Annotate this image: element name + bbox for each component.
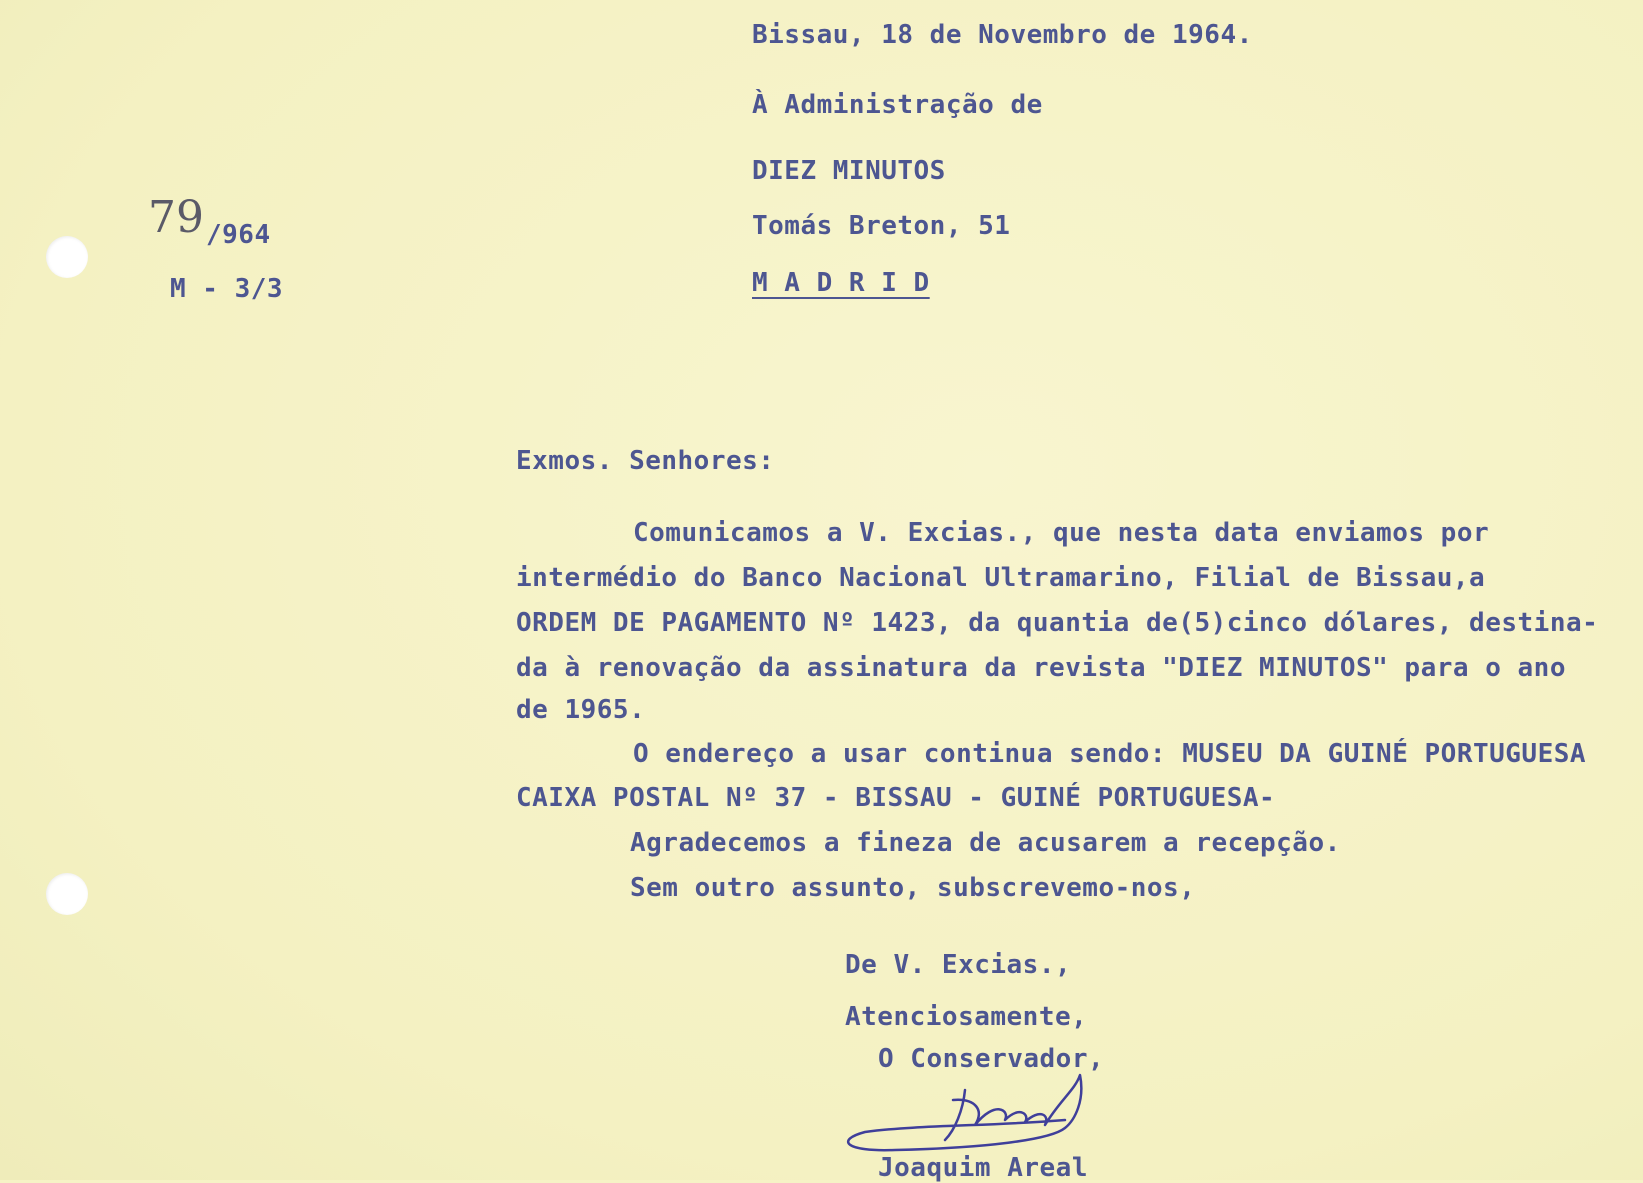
punch-hole-bottom [46,873,88,915]
body-line-4: da à renovação da assinatura da revista "DIEZ MINUTOS" para o ano [516,653,1566,683]
closing-line-3: O Conservador, [878,1044,1105,1074]
salutation: Exmos. Senhores: [516,446,775,476]
recipient-line-1: À Administração de [752,90,1043,120]
punch-hole-top [46,236,88,278]
body-line-6: O endereço a usar continua sendo: MUSEU DA GUINÉ PORTUGUESA [633,739,1587,769]
signer-name: Joaquim Areal [878,1153,1088,1183]
reference-code: M - 3/3 [170,274,284,304]
handwritten-signature [835,1070,1135,1160]
recipient-city: M A D R I D [752,268,930,298]
body-line-3: ORDEM DE PAGAMENTO Nº 1423, da quantia de(5)cinco dólares, destina- [516,608,1599,638]
body-line-9: Sem outro assunto, subscrevemo-nos, [630,873,1196,903]
body-line-5: de 1965. [516,695,646,725]
date-line: Bissau, 18 de Novembro de 1964. [752,20,1253,50]
closing-line-2: Atenciosamente, [845,1002,1088,1032]
body-line-7: CAIXA POSTAL Nº 37 - BISSAU - GUINÉ PORTUGUESA- [516,783,1276,813]
reference-handwritten-number: 79 [148,192,204,243]
body-line-1: Comunicamos a V. Excias., que nesta data enviamos por [633,518,1490,548]
body-line-2: intermédio do Banco Nacional Ultramarino, Filial de Bissau,a [516,563,1486,593]
body-line-8: Agradecemos a fineza de acusarem a recepção. [630,828,1341,858]
closing-line-1: De V. Excias., [845,950,1072,980]
recipient-name: DIEZ MINUTOS [752,156,946,186]
recipient-street: Tomás Breton, 51 [752,211,1011,241]
reference-year-suffix: /964 [206,220,271,250]
